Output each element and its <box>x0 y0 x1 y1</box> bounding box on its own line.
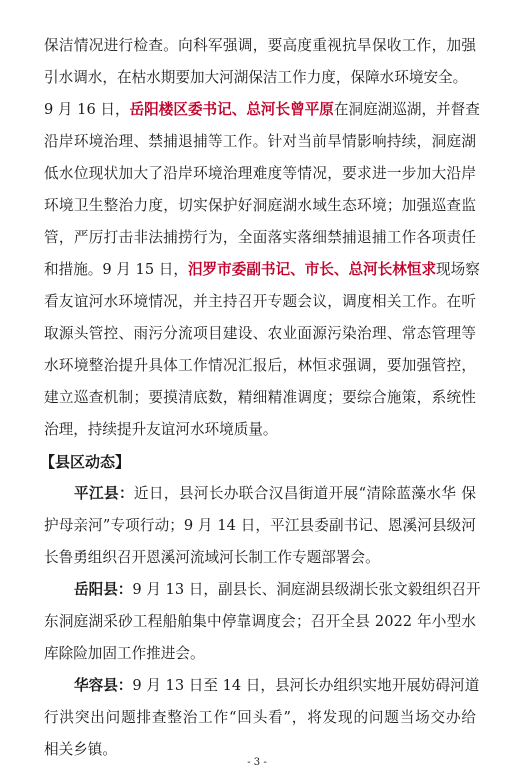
text-line: 相关乡镇。 <box>44 741 117 758</box>
text-line: 华容县：9 月 13 日至 14 日，县河长办组织实地开展妨碍河道 <box>74 677 480 694</box>
text-line: 取源头管控、雨污分流项目建设、农业面源污染治理、常态管理等 <box>44 325 476 342</box>
text-line: 保洁情况进行检查。向科军强调，要高度重视抗旱保收工作，加强 <box>44 37 476 54</box>
county-name: 平江县： <box>74 485 134 502</box>
text-line: 东洞庭湖采砂工程船舶集中停靠调度会；召开全县 2022 年小型水 <box>44 613 476 630</box>
section-title: 【县区动态】 <box>40 453 131 471</box>
text-line: 库除险加固工作推进会。 <box>44 645 205 662</box>
text-line: 引水调水，在枯水期要加大河湖保洁工作力度，保障水环境安全。 <box>44 69 468 86</box>
text-line: 护母亲河”专项行动；9 月 14 日，平江县委副书记、恩溪河县级河 <box>44 517 476 534</box>
text-line: 平江县：近日，县河长办联合汉昌街道开展“清除蓝藻水华 保 <box>74 485 476 502</box>
text-line: 低水位现状加大了沿岸环境治理难度等情况，要求进一步加大沿岸 <box>44 165 476 182</box>
text-line: 管，严厉打击非法捕捞行为，全面落实落细禁捕退捕工作各项责任 <box>44 229 476 246</box>
county-name: 岳阳县： <box>74 581 133 598</box>
text-line: 行洪突出问题排查整治工作“回头看”，将发现的问题当场交办给 <box>44 709 476 726</box>
text-line: 治理，持续提升友谊河水环境质量。 <box>44 421 278 438</box>
text-line: 建立巡查机制；要摸清底数，精细精准调度；要综合施策，系统性 <box>44 389 476 406</box>
page-number: - 3 - <box>247 757 267 768</box>
text-line: 水环境整治提升具体工作情况汇报后，林恒求强调，要加强管控， <box>44 357 476 374</box>
text-line: 沿岸环境治理、禁捕退捕等工作。针对当前旱情影响持续，洞庭湖 <box>44 133 476 150</box>
text-line: 环境卫生整治力度，切实保护好洞庭湖水域生态环境；加强巡查监 <box>44 197 476 214</box>
text-line: 岳阳县：9 月 13 日，副县长、洞庭湖县级湖长张文毅组织召开 <box>74 581 481 598</box>
text-line: 和措施。9 月 15 日，汨罗市委副书记、市长、总河长林恒求现场察 <box>44 261 480 278</box>
county-name: 华容县： <box>74 677 133 694</box>
official-name-highlight: 岳阳楼区委书记、总河长曾平原 <box>129 101 334 118</box>
text-line: 长鲁勇组织召开恩溪河流域河长制工作专题部署会。 <box>44 549 380 566</box>
text-line: 看友谊河水环境情况，并主持召开专题会议，调度相关工作。在听 <box>44 293 476 310</box>
text-line: 9 月 16 日，岳阳楼区委书记、总河长曾平原在洞庭湖巡湖，并督查 <box>44 101 480 118</box>
official-name-highlight: 汨罗市委副书记、市长、总河长林恒求 <box>187 261 437 278</box>
